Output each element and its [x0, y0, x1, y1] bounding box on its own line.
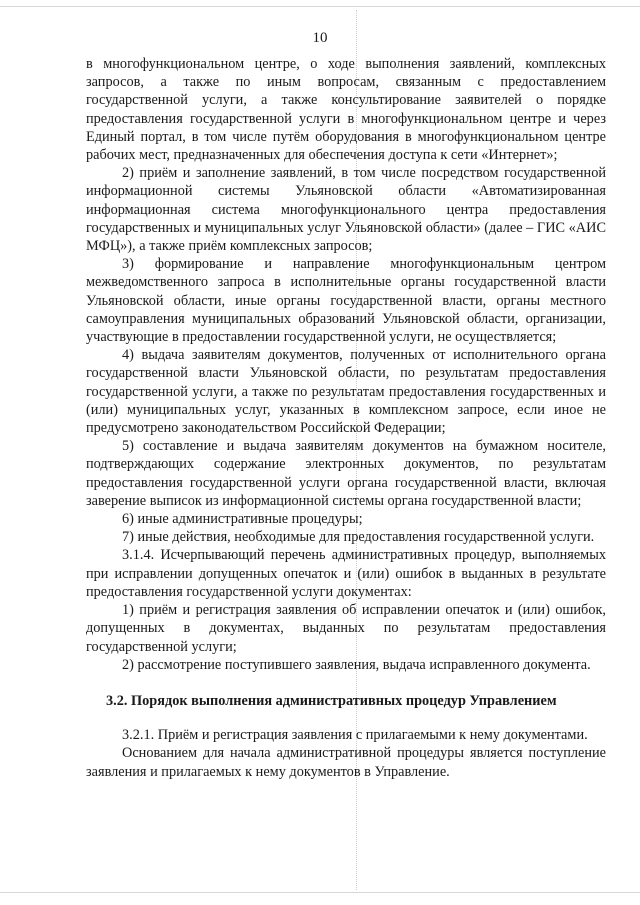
- list-item-7: 7) иные действия, необходимые для предоставления государственной услуги.: [122, 529, 595, 546]
- page-number: 10: [312, 30, 328, 46]
- clause-3-2-1-basis: Основанием для начала административной процедуры является поступление заявления и прилагаемых к нему документов в Управление.: [86, 745, 606, 780]
- list-item-3: 3) формирование и направление многофункциональным центром межведомственного запроса в исполнительные органы государственной власти Ульяновской области, иные органы государственной власти, органы местного самоуправления муниципальных образований Ульяновской области, организации, участвующие в предоставлении государственной услуги, не осуществляется;: [86, 256, 606, 346]
- document-body: [86, 55, 606, 781]
- list-item-2: 2) приём и заполнение заявлений, в том числе посредством государственной информационной системы Ульяновской области «Автоматизированная информационная система многофункционального центра предоставления государственных и муниципальных услуг Ульяновской области» (далее – ГИС «АИС МФЦ»), а также приём комплексных запросов;: [86, 165, 606, 255]
- paragraph-continuation: в многофункциональном центре, о ходе выполнения заявлений, комплексных запросов, а также по иным вопросам, связанным с предоставлением государственной услуги, а также консультирование заявителей о порядке предоставления государственной услуги в многофункциональном центре и через Единый портал, в том числе путём оборудования в многофункциональном центре рабочих мест, предназначенных для обеспечения доступа к сети «Интернет»;: [86, 56, 606, 164]
- list-item-4: 4) выдача заявителям документов, полученных от исполнительного органа государственной власти Ульяновской области, по результатам предоставления государственной услуги, а также по результатам предоставления государственных и (или) муниципальных услуг, указанных в комплексном запросе, если иное не предусмотрено законодательством Российской Федерации;: [86, 347, 606, 437]
- list-item-5: 5) составление и выдача заявителям документов на бумажном носителе, подтверждающих содержание электронных документов, по результатам предоставления государственной услуги органа государственной власти, включая заверение выписок из информационной системы органа государственной власти;: [86, 438, 606, 509]
- clause-3-2-1: 3.2.1. Приём и регистрация заявления с прилагаемыми к нему документами.: [122, 727, 588, 744]
- scan-border-bottom: [0, 892, 640, 893]
- section-heading: 3.2. Порядок выполнения административных процедур Управлением: [106, 692, 557, 709]
- clause-3-1-4-item-1: 1) приём и регистрация заявления об исправлении опечаток и (или) ошибок, допущенных в документах, выданных по результатам предоставления государственной услуги;: [86, 602, 606, 655]
- clause-3-1-4-item-2: 2) рассмотрение поступившего заявления, выдача исправленного документа.: [122, 656, 591, 673]
- clause-3-1-4: 3.1.4. Исчерпывающий перечень административных процедур, выполняемых при исправлении допущенных опечаток и (или) ошибок в выданных в результате предоставления государственной услуги документах:: [86, 547, 606, 600]
- list-item-6: 6) иные административные процедуры;: [122, 511, 363, 528]
- scan-border-top: [0, 6, 640, 7]
